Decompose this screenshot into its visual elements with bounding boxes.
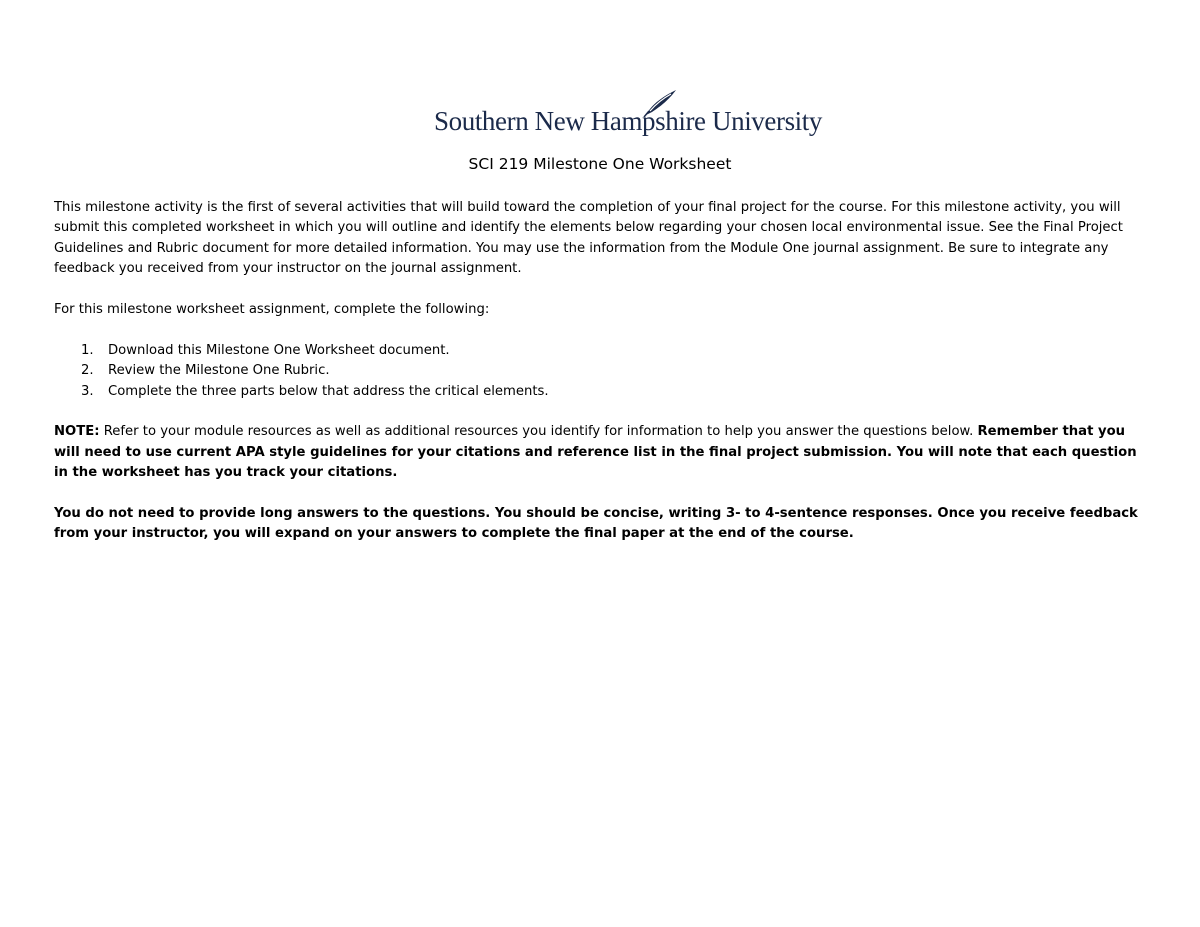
list-item	[54, 361, 1146, 381]
note-label: NOTE:	[54, 424, 100, 440]
list-text: Download this Milestone One Worksheet document.	[108, 342, 450, 358]
list-number: 2.	[81, 363, 94, 379]
note-paragraph	[54, 422, 1146, 483]
instructions-lead: For this milestone worksheet assignment, complete the following:	[54, 302, 490, 318]
list-number: 1.	[81, 342, 94, 358]
steps-list	[54, 341, 1146, 402]
university-logo	[434, 88, 822, 140]
list-text: Review the Milestone One Rubric.	[108, 363, 330, 379]
list-item	[54, 382, 1146, 402]
intro-paragraph: This milestone activity is the first of several activities that will build toward the completion of your final project for the course. For this milestone activity, you will submit this completed worksheet in which you will outline and identify the elements below regarding your chosen local environmental issue. See the Final Project Guidelines and Rubric document for more detailed information. You may use the information from the Module One journal assignment. Be sure to integrate any feedback you received from your instructor on the journal assignment.	[54, 200, 1123, 277]
document-body	[54, 198, 1146, 565]
logo-wordmark: Southern New Hampshire University	[434, 106, 822, 136]
note-text: Refer to your module resources as well as additional resources you identify for information to help you answer the questions below.	[99, 424, 978, 440]
list-text: Complete the three parts below that address the critical elements.	[108, 383, 549, 399]
list-item	[54, 341, 1146, 361]
note-emphasis: Remember that you will need to use current APA style guidelines for your citations and reference list in the final project submission. You will note that each question in the worksheet has you track your citations.	[54, 424, 1137, 481]
closing-paragraph: You do not need to provide long answers to the questions. You should be concise, writing 3- to 4-sentence responses. Once you receive feedback from your instructor, you will expand on your answers to complete the final paper at the end of the course.	[54, 506, 1138, 542]
list-number: 3.	[81, 383, 94, 399]
page-title: SCI 219 Milestone One Worksheet	[468, 155, 732, 173]
